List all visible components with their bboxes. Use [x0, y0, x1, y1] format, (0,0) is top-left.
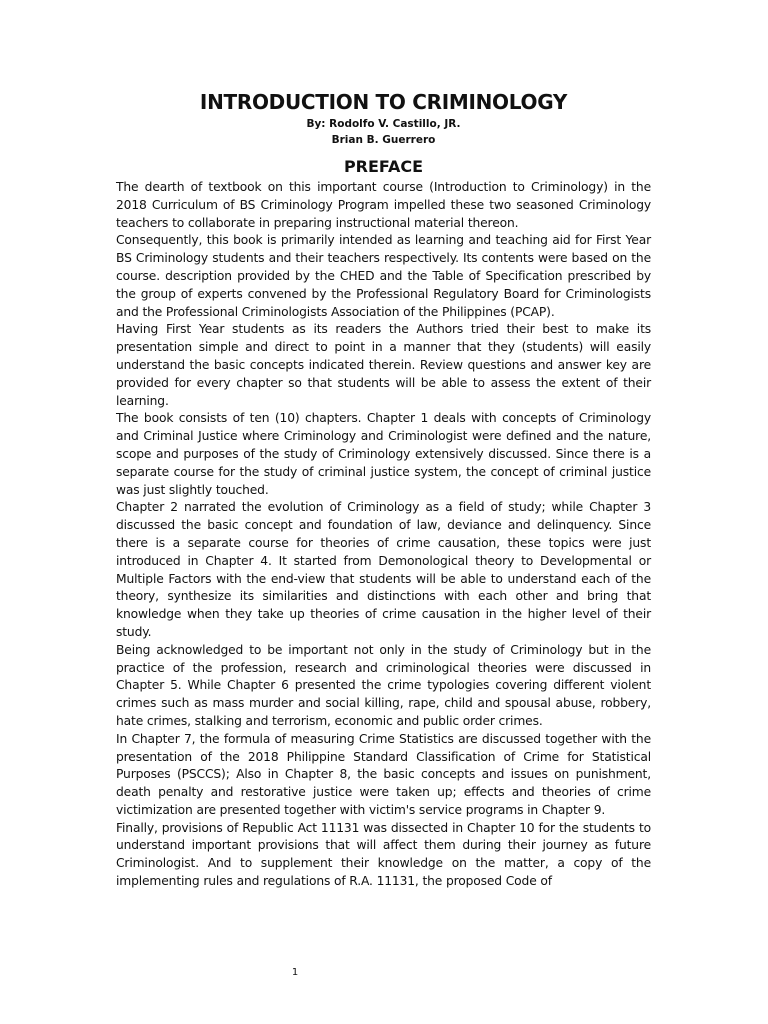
preface-heading: PREFACE	[343, 157, 424, 176]
page-number: 1	[291, 967, 299, 978]
author-line-2: Brian B. Guerrero	[331, 134, 436, 146]
preface-paragraph: Finally, provisions of Republic Act 11131 was dissected in Chapter 10 for the students to understand important provisions that will affect them during their journey as future Criminologist. And to supplement their knowledge on the matter, a copy of the implementing rules and regulations of R.A. 11131, the proposed Code of	[116, 820, 651, 889]
preface-paragraph: Having First Year students as its readers the Authors tried their best to make its presentation simple and direct to point in a manner that they (students) will easily understand the basic concepts indicated therein. Review questions and answer key are provided for every chapter so that students will be able to assess the extent of their learning.	[116, 322, 651, 408]
preface-paragraph: Chapter 2 narrated the evolution of Criminology as a field of study; while Chapter 3 discussed the basic concept and foundation of law, deviance and delinquency. Since there is a separate course for theories of crime causation, these topics were just introduced in Chapter 4. It started from Demonological theory to Developmental or Multiple Factors with the end-view that students will be able to understand each of the theory, synthesize its similarities and distinctions with each other and bring that knowledge when they take up theories of crime causation in the higher level of their study.	[116, 500, 651, 639]
preface-paragraph: Consequently, this book is primarily intended as learning and teaching aid for First Year BS Criminology students and their teachers respectively. Its contents were based on the course. description provided by the CHED and the Table of Specification prescribed by the group of experts convened by the Professional Regulatory Board for Criminologists and the Professional Criminologists Association of the Philippines (PCAP).	[116, 233, 651, 319]
preface-paragraph: Being acknowledged to be important not only in the study of Criminology but in the practice of the profession, research and criminological theories were discussed in Chapter 5. While Chapter 6 presented the crime typologies covering different violent crimes such as mass murder and social killing, rape, child and spousal abuse, robbery, hate crimes, stalking and terrorism, economic and public order crimes.	[116, 642, 651, 728]
preface-paragraph: The dearth of textbook on this important course (Introduction to Criminology) in the 2018 Curriculum of BS Criminology Program impelled these two seasoned Criminology teachers to collaborate in preparing instructional material thereon.	[116, 180, 651, 230]
document-page	[116, 88, 651, 891]
preface-paragraph: The book consists of ten (10) chapters. Chapter 1 deals with concepts of Criminology and Criminal Justice where Criminology and Criminologist were defined and the nature, scope and purposes of the study of Criminology extensively discussed. Since there is a separate course for the study of criminal justice system, the concept of criminal justice was just slightly touched.	[116, 411, 651, 497]
preface-paragraph: In Chapter 7, the formula of measuring Crime Statistics are discussed together with the presentation of the 2018 Philippine Standard Classification of Crime for Statistical Purposes (PSCCS); Also in Chapter 8, the basic concepts and issues on punishment, death penalty and restorative justice were taken up; effects and theories of crime victimization are presented together with victim's service programs in Chapter 9.	[116, 731, 651, 817]
preface-body	[116, 179, 651, 891]
document-title: INTRODUCTION TO CRIMINOLOGY	[199, 90, 568, 114]
author-line-1: By: Rodolfo V. Castillo, JR.	[306, 118, 461, 130]
